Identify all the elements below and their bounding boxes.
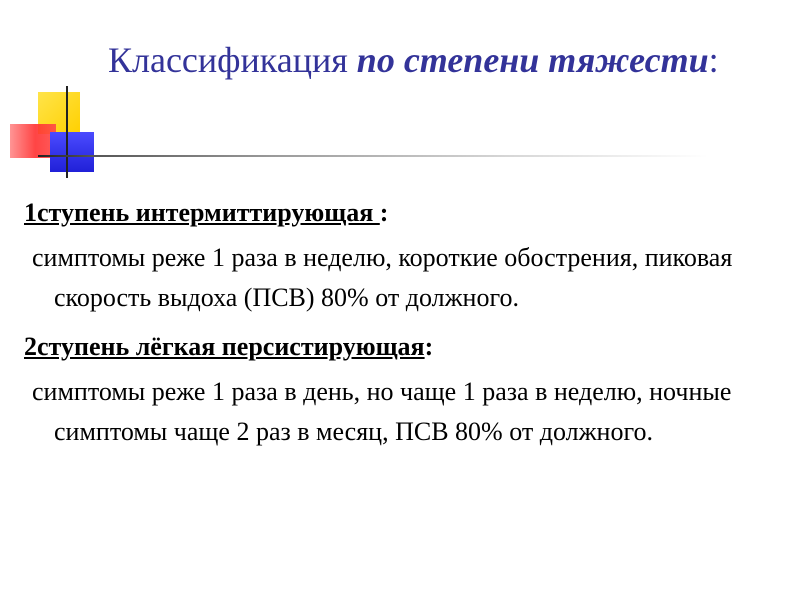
title-colon: : bbox=[708, 40, 719, 80]
section-heading-text: 1ступень интермиттирующая bbox=[24, 198, 380, 227]
section-heading-colon: : bbox=[424, 332, 434, 361]
section-text-stage-2: симптомы реже 1 раза в день, но чаще 1 раза в неделю, ночные симптомы чаще 2 раз в месяц, ПСВ 80% от должного. bbox=[32, 377, 732, 446]
vertical-rule bbox=[66, 86, 68, 178]
slide-body bbox=[24, 196, 784, 452]
section-heading-text: 2ступень лёгкая персистирующая bbox=[24, 332, 425, 361]
section-heading-stage-2 bbox=[24, 330, 784, 364]
section-text-stage-1: симптомы реже 1 раза в неделю, короткие обострения, пиковая скорость выдоха (ПСВ) 80% от должного. bbox=[32, 243, 733, 312]
slide-title bbox=[108, 36, 748, 84]
title-emphasis-text: по степени тяжести bbox=[356, 40, 709, 80]
title-underline-rule bbox=[38, 155, 708, 157]
section-heading-stage-1 bbox=[24, 196, 784, 230]
title-plain-text: Классификация bbox=[108, 40, 357, 80]
blue-square-decoration bbox=[50, 132, 94, 172]
section-heading-colon: : bbox=[379, 198, 389, 227]
